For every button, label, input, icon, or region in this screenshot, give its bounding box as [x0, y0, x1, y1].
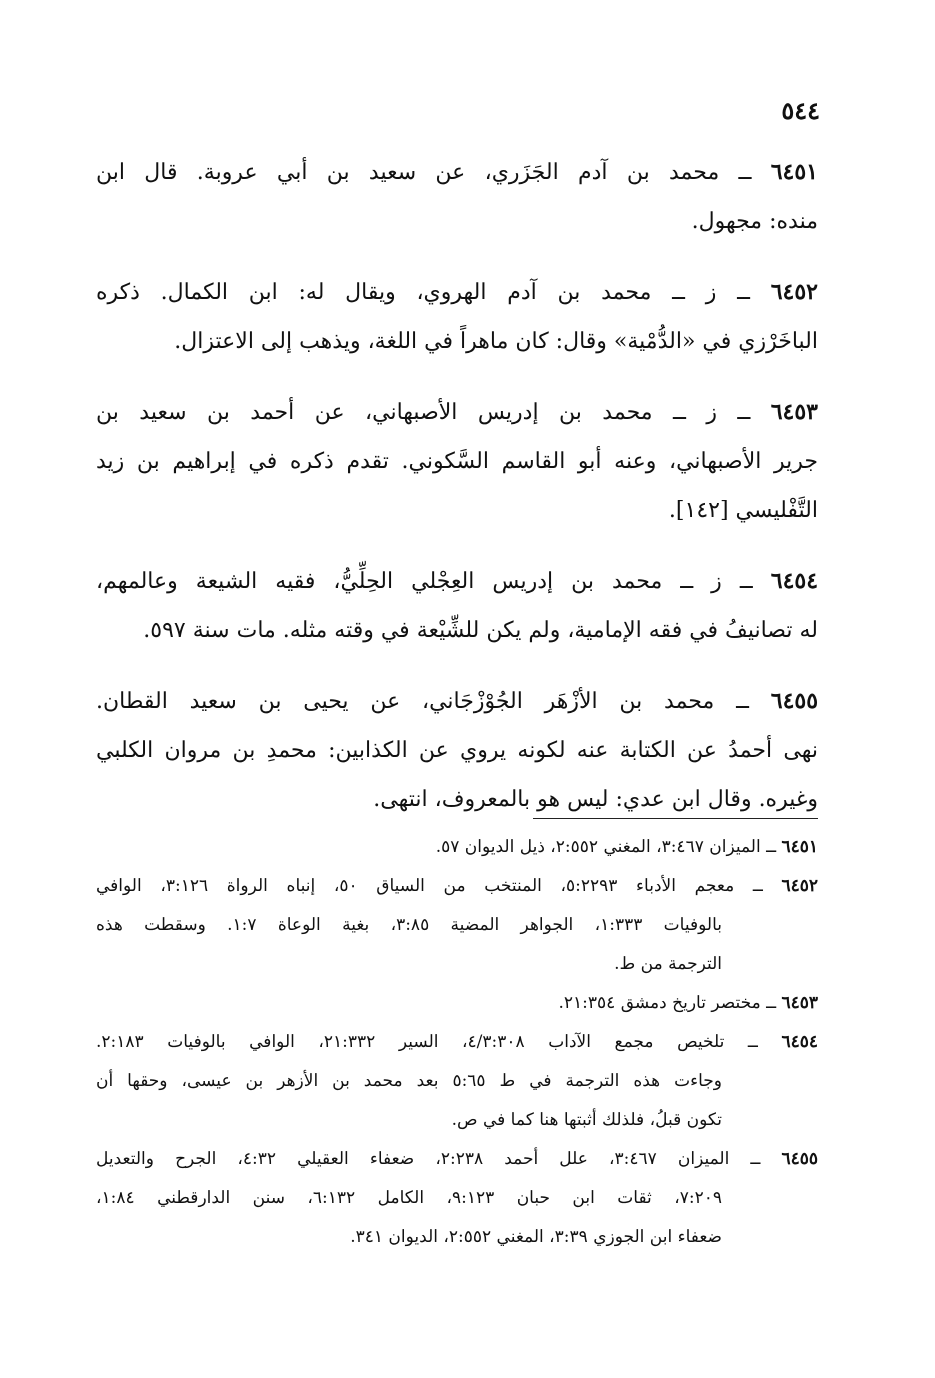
- entry-text: ــ ز ــ محمد بن إدريس العِجْلي الحِلِّيُّ، فقيه الشيعة وعالمهم،: [96, 569, 753, 594]
- entry-number: ٦٤٥١: [770, 159, 818, 185]
- entry-6452: [96, 268, 818, 366]
- entry-text: ــ ز ــ محمد بن إدريس الأصبهاني، عن أحمد بن سعيد بن: [96, 400, 751, 425]
- entry-text: ــ محمد بن الأزْهَر الجُوْزْجَاني، عن يحيى بن سعيد القطان.: [96, 689, 749, 714]
- entry-line: له تصانيفُ في فقه الإمامية، ولم يكن للشِّيْعة في وقته مثله. مات سنة ٥٩٧.: [143, 618, 818, 643]
- footnote-line: وجاءت هذه الترجمة في ط ٥:٦٥ بعد محمد بن الأزهر بن عيسى، وحقها أن: [96, 1071, 723, 1091]
- footnote-line: [96, 828, 818, 867]
- footnote-line: [96, 1023, 818, 1062]
- entry-line: [96, 557, 818, 606]
- footnote-line: تكون قبلُ، فلذلك أثبتها هنا كما في ص.: [451, 1110, 722, 1130]
- entry-line: [96, 388, 818, 437]
- entry-number: ٦٤٥٢: [770, 279, 818, 305]
- main-text: [96, 148, 818, 846]
- entry-line: الباخَرْزي في «الدُّمْية» وقال: كان ماهراً في اللغة، ويذهب إلى الاعتزال.: [174, 329, 818, 354]
- footnote-6453: [96, 984, 818, 1023]
- footnote-line: بالوفيات ١:٣٣٣، الجواهر المضية ٣:٨٥، بغية الوعاة ١:٧. وسقطت هذه: [96, 915, 722, 935]
- footnote-text: ــ الميزان ٣:٤٦٧، المغني ٢:٥٥٢، ذيل الديوان ٥٧.: [435, 837, 777, 857]
- footnote-line: [96, 867, 818, 906]
- entry-6451: [96, 148, 818, 246]
- entry-line: وغيره. وقال ابن عدي: ليس هو بالمعروف، انتهى.: [373, 787, 818, 812]
- entry-line: جرير الأصبهاني، وعنه أبو القاسم السَّكوني. تقدم ذكره في إبراهيم بن زيد: [96, 449, 818, 474]
- footnote-line: ضعفاء ابن الجوزي ٣:٣٩، المغني ٢:٥٥٢، الديوان ٣٤١.: [350, 1227, 722, 1247]
- entry-number: ٦٤٥٥: [770, 688, 818, 714]
- entry-6455: [96, 677, 818, 824]
- footnote-6452: [96, 867, 818, 984]
- footnote-line: [96, 984, 818, 1023]
- footnote-number: ٦٤٥١: [781, 837, 818, 857]
- footnote-line: [96, 1140, 818, 1179]
- footnote-text: ــ تلخيص مجمع الآداب ٤/٣:٣٠٨، السير ٢١:٣٣٢، الوافي بالوفيات ٢:١٨٣.: [96, 1032, 758, 1052]
- entry-6454: [96, 557, 818, 655]
- footnote-6451: [96, 828, 818, 867]
- footnote-6455: [96, 1140, 818, 1257]
- footnote-number: ٦٤٥٥: [781, 1149, 818, 1169]
- footnotes: [96, 828, 818, 1257]
- entry-line: [96, 268, 818, 317]
- entry-line: منده: مجهول.: [691, 209, 818, 234]
- footnote-line: ٧:٢٠٩، ثقات ابن حبان ٩:١٢٣، الكامل ٦:١٣٢، سنن الدارقطني ١:٨٤،: [96, 1188, 722, 1208]
- entry-number: ٦٤٥٣: [770, 399, 818, 425]
- footnote-number: ٦٤٥٤: [781, 1032, 818, 1052]
- footnote-text: ــ مختصر تاريخ دمشق ٢١:٣٥٤.: [558, 993, 777, 1013]
- entry-6453: [96, 388, 818, 535]
- footnote-text: ــ الميزان ٣:٤٦٧، علل أحمد ٢:٢٣٨، ضعفاء العقيلي ٤:٣٢، الجرح والتعديل: [96, 1149, 761, 1169]
- footnote-text: ــ معجم الأدباء ٥:٢٢٩٣، المنتخب من السياق ٥٠، إنباه الرواة ٣:١٢٦، الوافي: [96, 876, 763, 896]
- entry-text: ــ ز ــ محمد بن آدم الهروي، ويقال له: ابن الكمال. ذكره: [96, 280, 750, 305]
- entry-number: ٦٤٥٤: [770, 568, 818, 594]
- footnote-line: الترجمة من ط.: [614, 954, 722, 974]
- entry-text: ــ محمد بن آدم الجَزَري، عن سعيد بن أبي عروبة. قال ابن: [96, 160, 752, 185]
- footnote-divider: [533, 818, 818, 819]
- footnote-6454: [96, 1023, 818, 1140]
- footnote-number: ٦٤٥٣: [781, 993, 818, 1013]
- entry-line: نهى أحمدُ عن الكتابة عنه لكونه يروي عن الكذابين: محمدِ بن مروان الكلبي: [96, 738, 818, 763]
- entry-line: [96, 148, 818, 197]
- page-number: ٥٤٤: [781, 96, 820, 125]
- entry-line: التَّفْليسي [١٤٢].: [668, 498, 818, 523]
- footnote-number: ٦٤٥٢: [781, 876, 818, 896]
- entry-line: [96, 677, 818, 726]
